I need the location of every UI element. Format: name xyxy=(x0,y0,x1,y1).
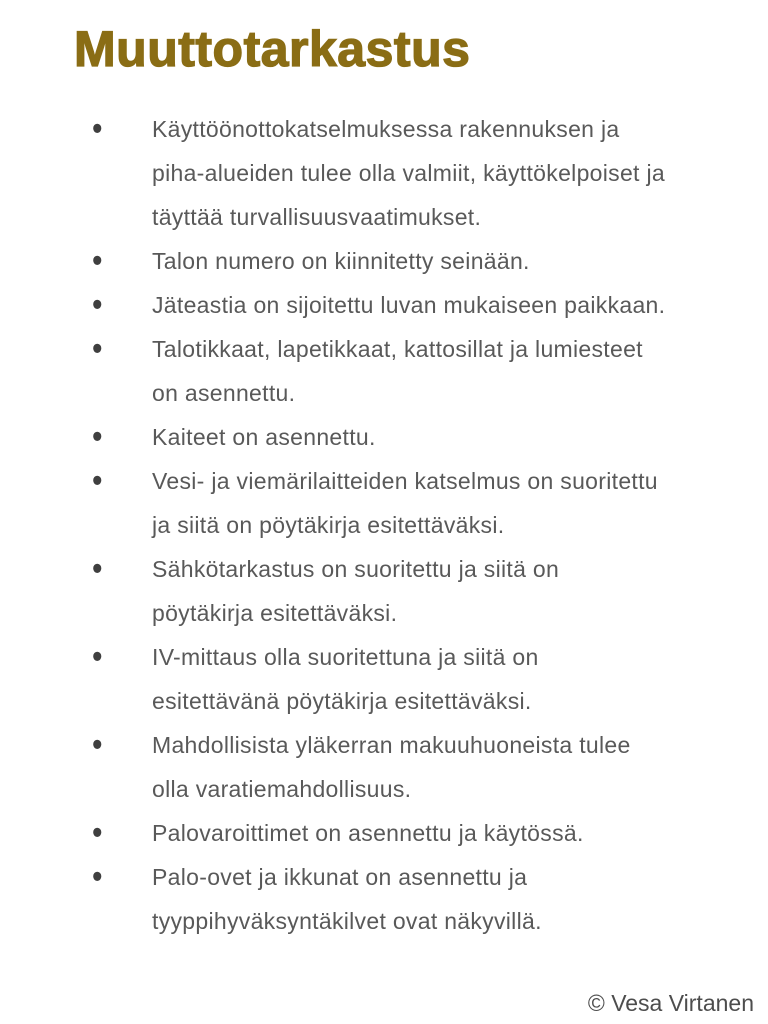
list-item-line: on asennettu. xyxy=(152,380,296,406)
list-item-line: Talon numero on kiinnitetty seinään. xyxy=(152,248,530,274)
copyright-credit: © Vesa Virtanen xyxy=(587,990,754,1017)
bullet-list xyxy=(0,107,768,943)
list-item xyxy=(0,547,768,635)
bullet-icon: • xyxy=(92,285,103,324)
bullet-icon: • xyxy=(92,637,103,676)
list-item-line: Vesi- ja viemärilaitteiden katselmus on suoritettu xyxy=(152,468,658,494)
list-item-line: Sähkötarkastus on suoritettu ja siitä on xyxy=(152,556,560,582)
list-item-text xyxy=(152,415,748,459)
list-item xyxy=(0,723,768,811)
list-item xyxy=(0,811,768,855)
page-title: Muuttotarkastus xyxy=(74,21,471,77)
list-item-line: Kaiteet on asennettu. xyxy=(152,424,376,450)
list-item-line: ja siitä on pöytäkirja esitettäväksi. xyxy=(152,512,505,538)
list-item-line: tyyppihyväksyntäkilvet ovat näkyvillä. xyxy=(152,908,542,934)
bullet-icon: • xyxy=(92,417,103,456)
list-item xyxy=(0,239,768,283)
bullet-icon: • xyxy=(92,549,103,588)
list-item-text xyxy=(152,811,748,855)
list-item-text xyxy=(152,855,748,943)
list-item xyxy=(0,459,768,547)
list-item-line: Palovaroittimet on asennettu ja käytössä. xyxy=(152,820,584,846)
list-item xyxy=(0,327,768,415)
list-item-line: IV-mittaus olla suoritettuna ja siitä on xyxy=(152,644,539,670)
list-item xyxy=(0,635,768,723)
list-item-text xyxy=(152,635,748,723)
list-item-text xyxy=(152,723,748,811)
bullet-icon: • xyxy=(92,857,103,896)
list-item-line: Käyttöönottokatselmuksessa rakennuksen ja xyxy=(152,116,620,142)
list-item-line: täyttää turvallisuusvaatimukset. xyxy=(152,204,482,230)
bullet-icon: • xyxy=(92,461,103,500)
list-item-text xyxy=(152,107,748,239)
list-item xyxy=(0,855,768,943)
list-item-text xyxy=(152,239,748,283)
list-item-line: pöytäkirja esitettäväksi. xyxy=(152,600,398,626)
list-item-line: Palo-ovet ja ikkunat on asennettu ja xyxy=(152,864,528,890)
list-item-line: Talotikkaat, lapetikkaat, kattosillat ja lumiesteet xyxy=(152,336,643,362)
list-item-line: piha-alueiden tulee olla valmiit, käyttökelpoiset ja xyxy=(152,160,665,186)
bullet-icon: • xyxy=(92,725,103,764)
list-item-text xyxy=(152,547,748,635)
list-item-text xyxy=(152,459,748,547)
list-item xyxy=(0,415,768,459)
bullet-icon: • xyxy=(92,241,103,280)
bullet-icon: • xyxy=(92,109,103,148)
list-item-line: Jäteastia on sijoitettu luvan mukaiseen paikkaan. xyxy=(152,292,666,318)
list-item-line: Mahdollisista yläkerran makuuhuoneista tulee xyxy=(152,732,631,758)
list-item xyxy=(0,283,768,327)
bullet-icon: • xyxy=(92,813,103,852)
list-item-line: olla varatiemahdollisuus. xyxy=(152,776,412,802)
list-item-text xyxy=(152,327,748,415)
list-item-line: esitettävänä pöytäkirja esitettäväksi. xyxy=(152,688,532,714)
list-item-text xyxy=(152,283,748,327)
list-item xyxy=(0,107,768,239)
bullet-icon: • xyxy=(92,329,103,368)
